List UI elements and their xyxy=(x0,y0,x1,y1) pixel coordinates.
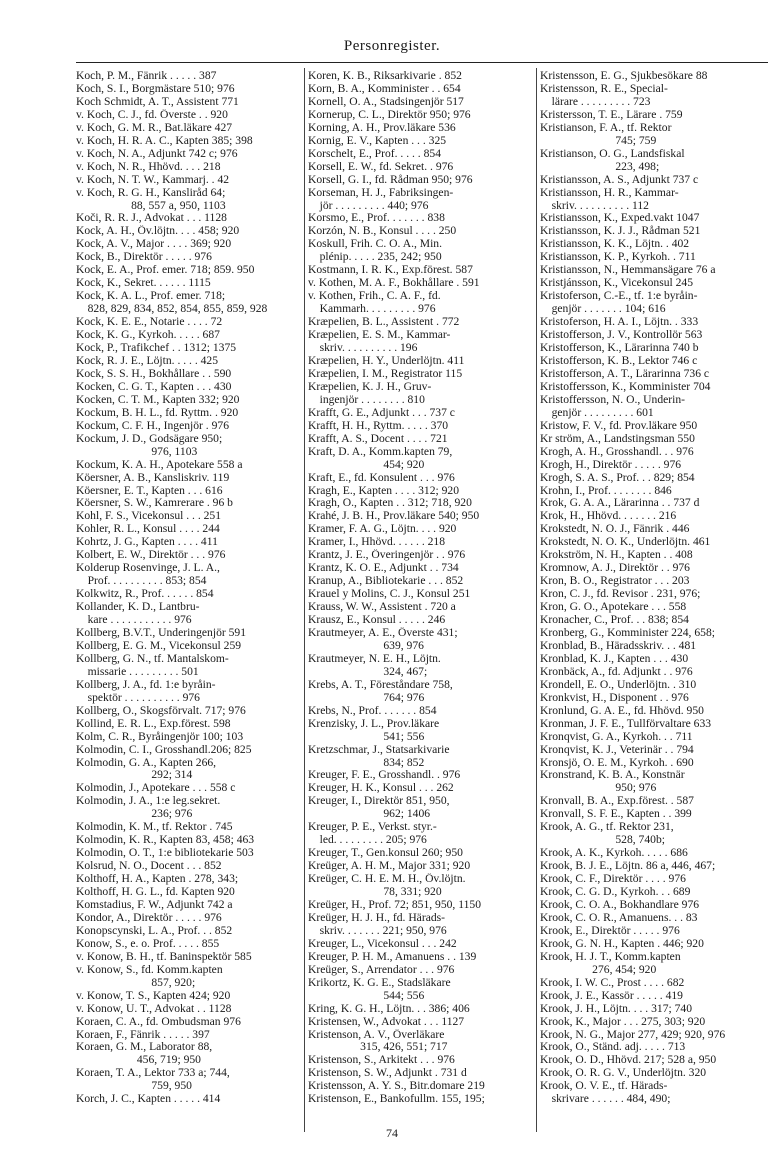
register-entry: Kristenson, S. W., Adjunkt . 731 d xyxy=(308,1067,467,1080)
register-entry: Kreuger, P. E., Verkst. styr.- xyxy=(308,821,437,834)
register-entry: Kristiansson, K. J. J., Rådman 521 xyxy=(540,225,701,238)
register-entry: Kock, B., Direktör . . . . . 976 xyxy=(76,251,212,264)
register-entry: Kristoferson, H. A. I., Löjtn. . 333 xyxy=(540,316,699,329)
register-entry: Kristiansson, K. P., Kyrkoh. . 711 xyxy=(540,251,696,264)
register-entry: 950; 976 xyxy=(540,782,657,795)
register-entry: Köersner, S. W., Kamrerare . 96 b xyxy=(76,497,233,510)
register-entry: Kollberg, J. A., fd. 1:e byråin- xyxy=(76,678,216,691)
register-entry: v. Kothen, M. A. F., Bokhållare . 591 xyxy=(308,277,480,290)
register-entry: 745; 759 xyxy=(540,134,657,147)
register-entry: 544; 556 xyxy=(308,989,425,1002)
register-entry: Kristianson, F. A., tf. Rektor xyxy=(540,121,672,134)
register-entry: Krogh, A. H., Grosshandl. . . 976 xyxy=(540,445,694,458)
register-entry: Kronacher, C., Prof. . . 838; 854 xyxy=(540,614,689,627)
register-entry: Korseman, H. J., Fabriksingen- xyxy=(308,186,454,199)
register-entry: v. Konow, S., fd. Komm.kapten xyxy=(76,963,223,976)
register-entry: Kreuger, P. H. M., Amanuens . . 139 xyxy=(308,950,477,963)
register-entry: Kristensen, W., Advokat . . . 1127 xyxy=(308,1015,465,1028)
register-entry: Kræpelien, E. S. M., Kammar- xyxy=(308,329,451,342)
register-entry: Kock, K., Sekret. . . . . . 1115 xyxy=(76,277,211,290)
register-entry: Krenzisky, J. L., Prov.läkare xyxy=(308,717,440,730)
register-entry: Kronberg, G., Komminister 224, 658; xyxy=(540,626,715,639)
register-entry: Kristofferson, K. B., Lektor 746 c xyxy=(540,354,698,367)
register-entry: Kock, K. E. E., Notarie . . . . 72 xyxy=(76,316,223,329)
register-entry: Kristofferson, K., Lärarinna 740 b xyxy=(540,342,699,355)
register-entry: Krok, G. A. A., Lärarinna . . 737 d xyxy=(540,497,700,510)
register-entry: Krook, C. O. R., Amanuens. . . 83 xyxy=(540,911,698,924)
register-entry: Kornell, O. A., Stadsingenjör 517 xyxy=(308,95,464,108)
register-entry: Kockum, K. A. H., Apotekare 558 a xyxy=(76,458,243,471)
register-entry: Kræpelien, I. M., Registrator 115 xyxy=(308,367,463,380)
register-entry: Kristoffersson, N. O., Underin- xyxy=(540,393,686,406)
register-entry: Koren, K. B., Riksarkivarie . 852 xyxy=(308,70,462,82)
register-entry: genjör . . . . . . . . . 601 xyxy=(540,406,654,419)
register-entry: Kolkwitz, R., Prof. . . . . . 854 xyxy=(76,588,214,601)
register-entry: Krahé, J. B. H., Prov.läkare 540; 950 xyxy=(308,510,480,523)
header-rule xyxy=(76,62,768,63)
register-entry: Koch, S. I., Borgmästare 510; 976 xyxy=(76,82,235,95)
register-entry: genjör . . . . . . . 104; 616 xyxy=(540,303,666,316)
register-entry: Krook, O. D., Hhövd. 217; 528 a, 950 xyxy=(540,1054,717,1067)
register-entry: Kolbert, E. W., Direktör . . . 976 xyxy=(76,549,226,562)
register-entry: 454; 920 xyxy=(308,458,425,471)
register-entry: Kock, S. S. H., Bokhållare . . 590 xyxy=(76,367,232,380)
register-entry: Krautmeyer, A. E., Överste 431; xyxy=(308,626,458,639)
register-entry: Kristenson, S., Arkitekt . . . 976 xyxy=(308,1054,455,1067)
register-entry: v. Koch, N. T. W., Kammarj. . 42 xyxy=(76,173,230,186)
register-entry: Kock, A. H., Öv.löjtn. . . . 458; 920 xyxy=(76,225,240,238)
register-entry: Korsell, E. W., fd. Sekret. . 976 xyxy=(308,160,454,173)
register-entry: Kron, G. O., Apotekare . . . 558 xyxy=(540,601,687,614)
register-entry: Krautmeyer, N. E. H., Löjtn. xyxy=(308,652,441,665)
register-entry: Kristoferson, C.-E., tf. 1:e byråin- xyxy=(540,290,698,303)
register-entry: 78, 331; 920 xyxy=(308,886,442,899)
register-entry: 639, 976 xyxy=(308,639,424,652)
register-entry: Konow, S., e. o. Prof. . . . . 855 xyxy=(76,937,220,950)
register-entry: Kronman, J. F. E., Tullförvaltare 633 xyxy=(540,717,712,730)
register-entry: Kristianson, O. G., Landsfiskal xyxy=(540,147,685,160)
register-entry: kare . . . . . . . . . . . 976 xyxy=(76,614,192,627)
register-entry: Krook, K., Major . . . 275, 303; 920 xyxy=(540,1015,706,1028)
register-entry: Krausz, E., Konsul . . . . . 246 xyxy=(308,614,446,627)
register-entry: skrivare . . . . . . 484, 490; xyxy=(540,1093,671,1106)
register-entry: Kock, E. A., Prof. emer. 718; 859. 950 xyxy=(76,264,255,277)
register-entry: Kolmodin, O. T., 1:e bibliotekarie 503 xyxy=(76,847,254,860)
register-entry: Krebs, A. T., Föreståndare 758, xyxy=(308,678,453,691)
register-entry: Kristersson, T. E., Lärare . 759 xyxy=(540,108,683,121)
register-entry: Krogh, S. A. S., Prof. . . 829; 854 xyxy=(540,471,695,484)
register-entry: skriv. . . . . . . 221; 950, 976 xyxy=(308,924,447,937)
register-entry: Kolthoff, H. G. L., fd. Kapten 920 xyxy=(76,886,235,899)
register-entry: Kræpelien, H. Y., Underlöjtn. 411 xyxy=(308,354,465,367)
register-entry: Kolsrud, N. O., Docent . . . 852 xyxy=(76,860,222,873)
register-entry: Kolmodin, K. R., Kapten 83, 458; 463 xyxy=(76,834,255,847)
register-entry: Kristiansson, H. R., Kammar- xyxy=(540,186,679,199)
register-entry: Kronblad, K. J., Kapten . . . 430 xyxy=(540,652,689,665)
register-entry: Krook, A. G., tf. Rektor 231, xyxy=(540,821,674,834)
register-entry: Kreuger, L., Vicekonsul . . . 242 xyxy=(308,937,457,950)
register-entry: Kolthoff, H. A., Kapten . 278, 343; xyxy=(76,873,239,886)
register-entry: Krafft, H. H., Ryttm. . . . . 370 xyxy=(308,419,449,432)
register-entry: Krook, O. V. E., tf. Härads- xyxy=(540,1080,668,1093)
register-entry: Krook, C. F., Direktör . . . . 976 xyxy=(540,873,686,886)
register-entry: 223, 498; xyxy=(540,160,660,173)
register-entry: Krogh, H., Direktör . . . . . 976 xyxy=(540,458,682,471)
register-entry: Köersner, A. B., Kansliskriv. 119 xyxy=(76,471,230,484)
register-entry: Kock, K. A. L., Prof. emer. 718; xyxy=(76,290,226,303)
page-title: Personregister. xyxy=(343,38,441,54)
register-entry: Konopscynski, L. A., Prof. . . 852 xyxy=(76,924,233,937)
register-entry: Korn, B. A., Komminister . . 654 xyxy=(308,82,461,95)
register-entry: Kronvall, B. A., Exp.förest. . 587 xyxy=(540,795,694,808)
register-entry: Kragh, E., Kapten . . . . 312; 920 xyxy=(308,484,460,497)
register-entry: Kronblad, B., Häradsskriv. . . 481 xyxy=(540,639,697,652)
register-entry: Kræpelien, B. L., Assistent . 772 xyxy=(308,316,460,329)
column-divider xyxy=(304,68,305,1132)
register-entry: Krook, J. E., Kassör . . . . . 419 xyxy=(540,989,683,1002)
register-entry: Kolmodin, J. A., 1:e leg.sekret. xyxy=(76,795,221,808)
register-entry: Kohl, F. S., Vicekonsul . . . 251 xyxy=(76,510,222,523)
register-entry: Kronvall, S. F. E., Kapten . . 399 xyxy=(540,808,692,821)
register-column-2 xyxy=(308,70,534,1130)
register-entry: ingenjör . . . . . . . . 810 xyxy=(308,393,425,406)
register-entry: Kristenson, E., Bankofullm. 155, 195; xyxy=(308,1093,485,1106)
register-entry: Krook, O. R. G. V., Underlöjtn. 320 xyxy=(540,1067,707,1080)
register-entry: Kristofferson, A. T., Lärarinna 736 c xyxy=(540,367,710,380)
register-entry: Kronkvist, H., Disponent . . 976 xyxy=(540,691,689,704)
register-entry: Krook, G. N. H., Kapten . 446; 920 xyxy=(540,937,704,950)
register-entry: Kronlund, G. A. E., fd. Hhövd. 950 xyxy=(540,704,704,717)
register-entry: 88, 557 a, 950, 1103 xyxy=(76,199,226,212)
register-entry: Kolmodin, C. I., Grosshandl.206; 825 xyxy=(76,743,252,756)
register-entry: Kocken, C. G. T., Kapten . . . 430 xyxy=(76,380,232,393)
register-entry: Kramer, F. A. G., Löjtn. . . . 920 xyxy=(308,523,457,536)
register-entry: 759, 950 xyxy=(76,1080,192,1093)
register-entry: Kolmodin, K. M., tf. Rektor . 745 xyxy=(76,821,233,834)
register-entry: Krook, C. G. D., Kyrkoh. . . 689 xyxy=(540,886,691,899)
register-entry: Krook, J. H., Löjtn. . . . 317; 740 xyxy=(540,1002,693,1015)
register-entry: 834; 852 xyxy=(308,756,425,769)
register-entry: v. Kothen, Frih., C. A. F., fd. xyxy=(308,290,441,303)
register-entry: Krafft, G. E., Adjunkt . . . 737 c xyxy=(308,406,455,419)
register-entry: missarie . . . . . . . . . 501 xyxy=(76,665,199,678)
register-entry: Korsell, G. I., fd. Rådman 950; 976 xyxy=(308,173,473,186)
register-entry: Kristjánsson, K., Vicekonsul 245 xyxy=(540,277,694,290)
register-entry: Kockum, B. H. L., fd. Ryttm. . 920 xyxy=(76,406,239,419)
register-entry: v. Koch, G. M. R., Bat.läkare 427 xyxy=(76,121,233,134)
register-entry: Kreüger, H. J. H., fd. Härads- xyxy=(308,911,446,924)
page-number: 74 xyxy=(386,1126,398,1140)
register-entry: Kockum, C. F. H., Ingenjör . 976 xyxy=(76,419,229,432)
register-entry: Krook, N. G., Major 277, 429; 920, 976 xyxy=(540,1028,726,1041)
register-entry: Krafft, A. S., Docent . . . . 721 xyxy=(308,432,448,445)
register-entry: Kron, C. J., fd. Revisor . 231, 976; xyxy=(540,588,701,601)
register-entry: plénip. . . . . 235, 242; 950 xyxy=(308,251,442,264)
register-entry: Kornig, E. V., Kapten . . . 325 xyxy=(308,134,447,147)
register-entry: 541; 556 xyxy=(308,730,425,743)
register-entry: lärare . . . . . . . . . 723 xyxy=(540,95,651,108)
register-entry: Kraft, E., fd. Konsulent . . . 976 xyxy=(308,471,455,484)
register-entry: Kostmann, I. R. K., Exp.förest. 587 xyxy=(308,264,473,277)
register-entry: 456, 719; 950 xyxy=(76,1054,201,1067)
register-entry: Koskull, Frih. C. O. A., Min. xyxy=(308,238,442,251)
register-entry: 828, 829, 834, 852, 854, 855, 859, 928 xyxy=(76,303,268,316)
register-entry: Kondor, A., Direktör . . . . . 976 xyxy=(76,911,222,924)
register-entry: Kolmodin, J., Apotekare . . . 558 c xyxy=(76,782,236,795)
register-entry: Kreuger, H. K., Konsul . . . 262 xyxy=(308,782,454,795)
register-entry: v. Koch, N. R., Hhövd. . . . 218 xyxy=(76,160,221,173)
register-entry: 857, 920; xyxy=(76,976,196,989)
register-entry: Krokstedt, N. O. K., Underlöjtn. 461 xyxy=(540,536,711,549)
register-entry: Kronqvist, K. J., Veterinär . . 794 xyxy=(540,743,694,756)
register-entry: Korning, A. H., Prov.läkare 536 xyxy=(308,121,456,134)
register-entry: Kock, K. G., Kyrkoh. . . . . 687 xyxy=(76,329,220,342)
register-entry: v. Koch, N. A., Adjunkt 742 c; 976 xyxy=(76,147,238,160)
register-entry: spektör . . . . . . . . . . 976 xyxy=(76,691,200,704)
register-entry: Krebs, N., Prof. . . . . . . 854 xyxy=(308,704,437,717)
register-entry: 764; 976 xyxy=(308,691,425,704)
register-entry: v. Koch, C. J., fd. Överste . . 920 xyxy=(76,108,228,121)
register-entry: Kristiansson, K. K., Löjtn. . 402 xyxy=(540,238,690,251)
register-entry: v. Koch, H. R. A. C., Kapten 385; 398 xyxy=(76,134,253,147)
register-entry: v. Koch, R. G. H., Kansliråd 64; xyxy=(76,186,226,199)
register-entry: Koči, R. R. J., Advokat . . . 1128 xyxy=(76,212,227,225)
register-entry: Kock, P., Trafikchef . . 1312; 1375 xyxy=(76,342,237,355)
register-entry: Kristiansson, N., Hemmansägare 76 a xyxy=(540,264,716,277)
register-entry: Koch, P. M., Fänrik . . . . . 387 xyxy=(76,70,217,82)
register-entry: Kristensson, A. Y. S., Bitr.domare 219 xyxy=(308,1080,485,1093)
register-entry: Kragh, O., Kapten . . 312; 718, 920 xyxy=(308,497,472,510)
register-entry: Koraen, G. M., Laborator 88, xyxy=(76,1041,213,1054)
register-entry: Kammarh. . . . . . . . . 976 xyxy=(308,303,436,316)
register-entry: Kolmodin, G. A., Kapten 266, xyxy=(76,756,217,769)
register-entry: Prof. . . . . . . . . . 853; 854 xyxy=(76,575,207,588)
register-entry: Komstadius, F. W., Adjunkt 742 a xyxy=(76,899,233,911)
register-entry: Krauel y Molins, C. J., Konsul 251 xyxy=(308,588,471,601)
register-entry: Korsmo, E., Prof. . . . . . . 838 xyxy=(308,212,445,225)
register-entry: Kocken, C. T. M., Kapten 332; 920 xyxy=(76,393,240,406)
register-entry: Kohler, R. L., Konsul . . . . 244 xyxy=(76,523,220,536)
register-entry: Kraft, D. A., Komm.kapten 79, xyxy=(308,445,453,458)
register-entry: Kreuger, F. E., Grosshandl. . 976 xyxy=(308,769,461,782)
register-entry: Kristofferson, J. V., Kontrollör 563 xyxy=(540,329,703,342)
register-entry: Krook, I. W. C., Prost . . . . 682 xyxy=(540,976,685,989)
register-entry: Kr ström, A., Landstingsman 550 xyxy=(540,432,695,445)
register-entry: led. . . . . . . . . 205; 976 xyxy=(308,834,427,847)
register-entry: Kreüger, H., Prof. 72; 851, 950, 1150 xyxy=(308,899,481,911)
register-entry: Kristoffersson, K., Komminister 704 xyxy=(540,380,711,393)
register-entry: Kollberg, B.V.T., Underingenjör 591 xyxy=(76,626,247,639)
register-entry: Krondell, E. O., Underlöjtn. . 310 xyxy=(540,678,697,691)
register-entry: Kristiansson, A. S., Adjunkt 737 c xyxy=(540,173,699,186)
register-entry: Krook, O., Ständ. adj. . . . . 713 xyxy=(540,1041,686,1054)
register-entry: 962; 1406 xyxy=(308,808,431,821)
register-entry: Kock, R. J. E., Löjtn. . . . . 425 xyxy=(76,354,219,367)
register-entry: Kollind, E. R. L., Exp.förest. 598 xyxy=(76,717,231,730)
register-entry: jör . . . . . . . . . 440; 976 xyxy=(308,199,429,212)
register-entry: Kring, K. G. H., Löjtn. . . 386; 406 xyxy=(308,1002,470,1015)
register-entry: v. Konow, U. T., Advokat . . 1128 xyxy=(76,1002,232,1015)
register-entry: Krantz, J. E., Överingenjör . . 976 xyxy=(308,549,466,562)
register-entry: 236; 976 xyxy=(76,808,193,821)
register-entry: 276, 454; 920 xyxy=(540,963,657,976)
register-entry: Kræpelien, K. J. H., Gruv- xyxy=(308,380,432,393)
register-entry: Kristiansson, K., Exped.vakt 1047 xyxy=(540,212,700,225)
register-entry: Kreüger, S., Arrendator . . . 976 xyxy=(308,963,455,976)
register-entry: v. Konow, B. H., tf. Baninspektör 585 xyxy=(76,950,252,963)
register-entry: Kreuger, T., Gen.konsul 260; 950 xyxy=(308,847,463,860)
register-entry: Krook, C. O. A., Bokhandlare 976 xyxy=(540,899,700,911)
register-entry: Krantz, K. O. E., Adjunkt . . 734 xyxy=(308,562,459,575)
register-entry: Kohrtz, J. G., Kapten . . . . 411 xyxy=(76,536,218,549)
register-entry: Korschelt, E., Prof. . . . . 854 xyxy=(308,147,441,160)
register-entry: v. Konow, T. S., Kapten 424; 920 xyxy=(76,989,231,1002)
register-entry: Kreuger, I., Direktör 851, 950, xyxy=(308,795,450,808)
register-entry: Krook, E., Direktör . . . . . 976 xyxy=(540,924,680,937)
register-entry: Kockum, J. D., Godsägare 950; xyxy=(76,432,223,445)
register-entry: Kron, B. O., Registrator . . . 203 xyxy=(540,575,690,588)
register-entry: Krauss, W. W., Assistent . 720 a xyxy=(308,601,456,614)
register-entry: skriv. . . . . . . . . . 112 xyxy=(540,199,649,212)
register-entry: Kolderup Rosenvinge, J. L. A., xyxy=(76,562,220,575)
register-entry: Kristensson, E. G., Sjukbesökare 88 xyxy=(540,70,708,82)
register-entry: Kollberg, G. N., tf. Mantalskom- xyxy=(76,652,229,665)
register-entry: Krikortz, K. G. E., Stadsläkare xyxy=(308,976,451,989)
register-entry: Kristenson, A. V., Överläkare xyxy=(308,1028,445,1041)
register-entry: Krook, A. K., Kyrkoh. . . . . 686 xyxy=(540,847,688,860)
register-entry: Koraen, F., Fänrik . . . . . 397 xyxy=(76,1028,210,1041)
register-entry: Kronqvist, G. A., Kyrkoh. . . 711 xyxy=(540,730,693,743)
register-entry: Kornerup, C. L., Direktör 950; 976 xyxy=(308,108,471,121)
register-entry: 976, 1103 xyxy=(76,445,198,458)
register-entry: Krook, H. J. T., Komm.kapten xyxy=(540,950,681,963)
column-divider xyxy=(536,68,537,1132)
register-entry: 324, 467; xyxy=(308,665,428,678)
register-entry: 292; 314 xyxy=(76,769,193,782)
register-entry: Kronstrand, K. B. A., Konstnär xyxy=(540,769,685,782)
register-entry: Krokström, N. H., Kapten . . 408 xyxy=(540,549,693,562)
register-entry: Kollberg, E. G. M., Vicekonsul 259 xyxy=(76,639,242,652)
register-entry: Kreüger, A. H. M., Major 331; 920 xyxy=(308,860,471,873)
register-entry: Kromnow, A. J., Direktör . . 976 xyxy=(540,562,690,575)
register-entry: skriv. . . . . . . . . . 196 xyxy=(308,342,418,355)
register-column-3 xyxy=(540,70,768,1130)
register-entry: 315, 426, 551; 717 xyxy=(308,1041,448,1054)
register-entry: Krook, B. J. E., Löjtn. 86 a, 446, 467; xyxy=(540,860,716,873)
register-entry: Kretzschmar, J., Statsarkivarie xyxy=(308,743,450,756)
register-entry: Koraen, C. A., fd. Ombudsman 976 xyxy=(76,1015,241,1028)
register-entry: Köersner, E. T., Kapten . . . 616 xyxy=(76,484,223,497)
register-entry: Koraen, T. A., Lektor 733 a; 744, xyxy=(76,1067,230,1080)
register-entry: Kolm, C. R., Byråingenjör 100; 103 xyxy=(76,730,244,743)
register-column-1 xyxy=(76,70,302,1130)
register-entry: 528, 740b; xyxy=(540,834,665,847)
register-entry: Kock, A. V., Major . . . . 369; 920 xyxy=(76,238,232,251)
register-entry: Kronbäck, A., fd. Adjunkt . . 976 xyxy=(540,665,693,678)
register-entry: Kramer, I., Hhövd. . . . . . 218 xyxy=(308,536,446,549)
register-entry: Krohn, I., Prof. . . . . . . . 846 xyxy=(540,484,672,497)
register-entry: Koch Schmidt, A. T., Assistent 771 xyxy=(76,95,239,108)
register-entry: Kristow, F. V., fd. Prov.läkare 950 xyxy=(540,419,698,432)
register-entry: Kollander, K. D., Lantbru- xyxy=(76,601,200,614)
register-entry: Krokstedt, N. O. J., Fänrik . 446 xyxy=(540,523,690,536)
register-entry: Kollberg, O., Skogsförvalt. 717; 976 xyxy=(76,704,246,717)
register-entry: Korch, J. C., Kapten . . . . . 414 xyxy=(76,1093,221,1106)
register-entry: Krok, H., Hhövd. . . . . . . 216 xyxy=(540,510,677,523)
register-entry: Kristensson, R. E., Special- xyxy=(540,82,668,95)
register-entry: Korzón, N. B., Konsul . . . . 250 xyxy=(308,225,457,238)
register-entry: Kranup, A., Bibliotekarie . . . 852 xyxy=(308,575,464,588)
register-entry: Kreüger, C. H. E. M. H., Öv.löjtn. xyxy=(308,873,466,886)
register-entry: Kronsjö, O. E. M., Kyrkoh. . 690 xyxy=(540,756,694,769)
